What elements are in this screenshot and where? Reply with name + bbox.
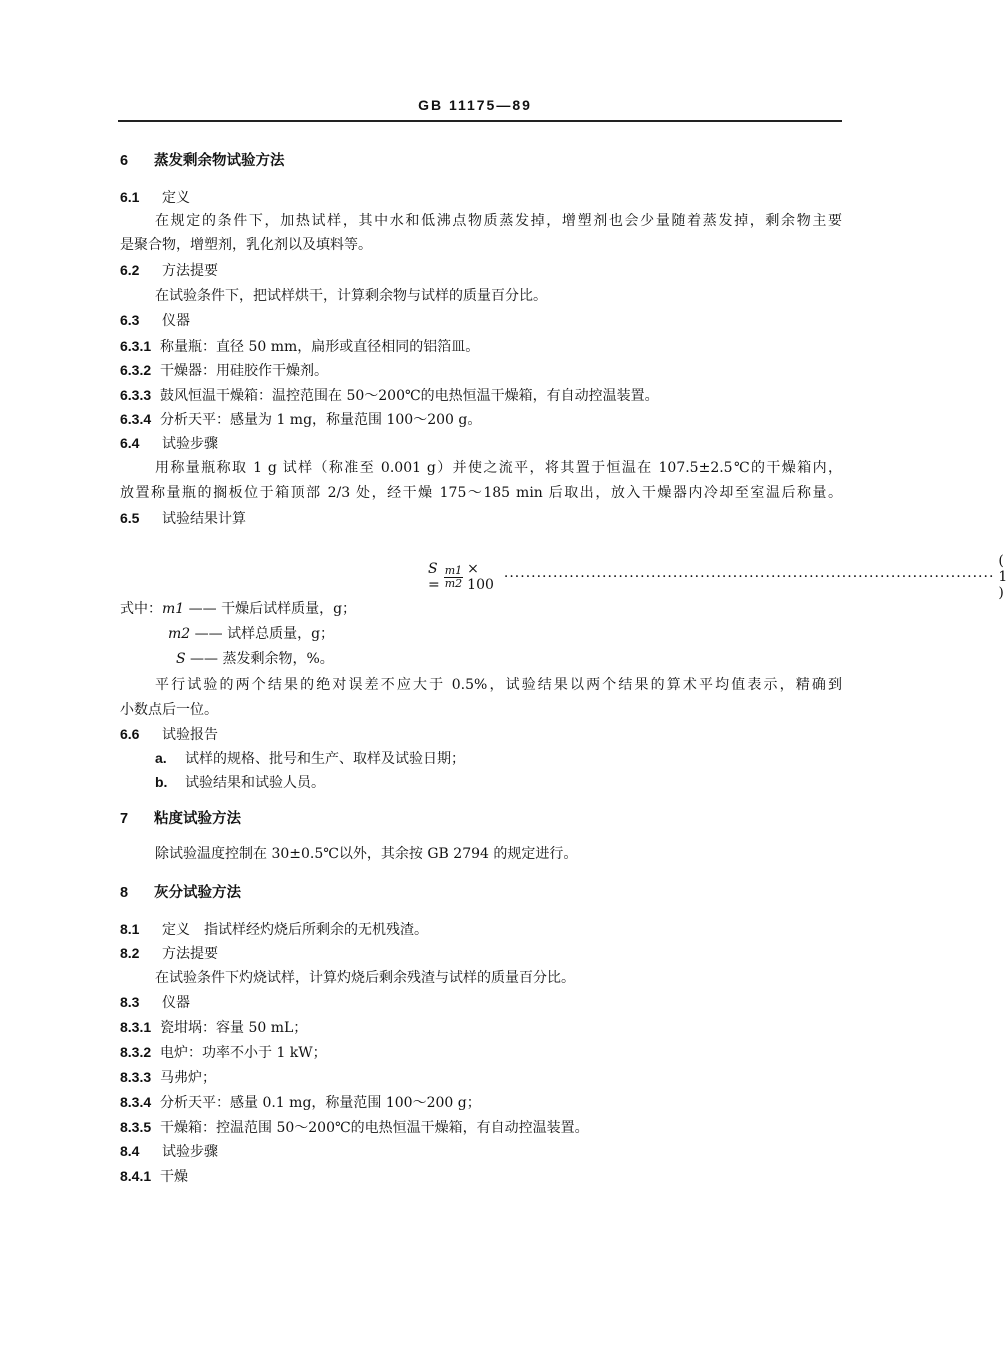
s633-item: 6.3.3 鼓风恒温干燥箱：温控范围在 50～200℃的电热恒温干燥箱，有自动控温装置。 (120, 387, 659, 404)
section-8-heading: 8 灰分试验方法 (120, 885, 241, 901)
standard-header: GB 11175—89 (418, 97, 532, 113)
s632-item: 6.3.2 干燥器：用硅胶作干燥剂。 (120, 362, 328, 379)
s82-heading: 8.2 方法提要 (120, 945, 218, 962)
s65-heading: 6.5 试验结果计算 (120, 510, 246, 527)
s634-item: 6.3.4 分析天平：感量为 1 mg，称量范围 100～200 g。 (120, 411, 482, 428)
s841-item: 8.4.1 干燥 (120, 1168, 188, 1185)
s66-item-b: b. 试验结果和试验人员。 (155, 774, 325, 791)
s64-para-2: 放置称量瓶的搁板位于箱顶部 2/3 处，经干燥 175～185 min 后取出，放入干燥器内冷却至室温后称量。 (120, 485, 842, 501)
s61-para-1: 在规定的条件下，加热试样，其中水和低沸点物质蒸发掉，增塑剂也会少量随着蒸发掉，剩余物主要 (155, 213, 842, 229)
s64-para-1: 用称量瓶称取 1 g 试样（称准至 0.001 g）并使之流平，将其置于恒温在 107.5±2.5℃的干燥箱内， (155, 460, 842, 476)
where-m2: m2 —— 试样总质量，g； (168, 626, 335, 642)
equation-1: S = $\frac{m1}{m2}$ × 100 ·························································································· ( 1 ) (428, 553, 1007, 601)
leader-dots: ·························································································· (503, 569, 995, 585)
s81-line: 8.1 定义 指试样经灼烧后所剩余的无机残渣。 (120, 921, 428, 938)
s66-heading: 6.6 试验报告 (120, 726, 218, 743)
s61-para-2: 是聚合物，增塑剂，乳化剂以及填料等。 (120, 237, 372, 253)
s62-heading: 6.2 方法提要 (120, 262, 218, 279)
s835-item: 8.3.5 干燥箱：控温范围 50～200℃的电热恒温干燥箱，有自动控温装置。 (120, 1119, 589, 1136)
s833-item: 8.3.3 马弗炉； (120, 1069, 216, 1086)
s61-heading: 6.1 定义 (120, 189, 190, 206)
s65-para-1: 平行试验的两个结果的绝对误差不应大于 0.5%，试验结果以两个结果的算术平均值表示，精确到 (155, 677, 842, 693)
equation-number: ( 1 ) (998, 553, 1007, 601)
s831-item: 8.3.1 瓷坩埚：容量 50 mL； (120, 1019, 308, 1036)
s82-para: 在试验条件下灼烧试样，计算灼烧后剩余残渣与试样的质量百分比。 (155, 970, 575, 986)
s832-item: 8.3.2 电炉：功率不小于 1 kW； (120, 1044, 327, 1061)
s64-heading: 6.4 试验步骤 (120, 435, 218, 452)
s84-heading: 8.4 试验步骤 (120, 1143, 218, 1160)
section-7-heading: 7 粘度试验方法 (120, 811, 241, 827)
s66-item-a: a. 试样的规格、批号和生产、取样及试验日期； (155, 750, 465, 767)
s834-item: 8.3.4 分析天平：感量 0.1 mg，称量范围 100～200 g； (120, 1094, 481, 1111)
s631-item: 6.3.1 称量瓶：直径 50 mm，扁形或直径相同的铝箔皿。 (120, 338, 480, 355)
s62-para: 在试验条件下，把试样烘干，计算剩余物与试样的质量百分比。 (155, 288, 547, 304)
header-rule (118, 120, 842, 122)
s7-para: 除试验温度控制在 30±0.5℃以外，其余按 GB 2794 的规定进行。 (155, 846, 578, 862)
s63-heading: 6.3 仪器 (120, 312, 190, 329)
where-m1: 式中：m1 —— 干燥后试样质量，g； (120, 601, 357, 617)
section-6-heading: 6 蒸发剩余物试验方法 (120, 153, 285, 169)
s65-para-2: 小数点后一位。 (120, 702, 218, 718)
where-s: S —— 蒸发剩余物，%。 (176, 651, 334, 667)
fraction: $\frac{m1}{m2}$ (444, 563, 463, 590)
s83-heading: 8.3 仪器 (120, 994, 190, 1011)
